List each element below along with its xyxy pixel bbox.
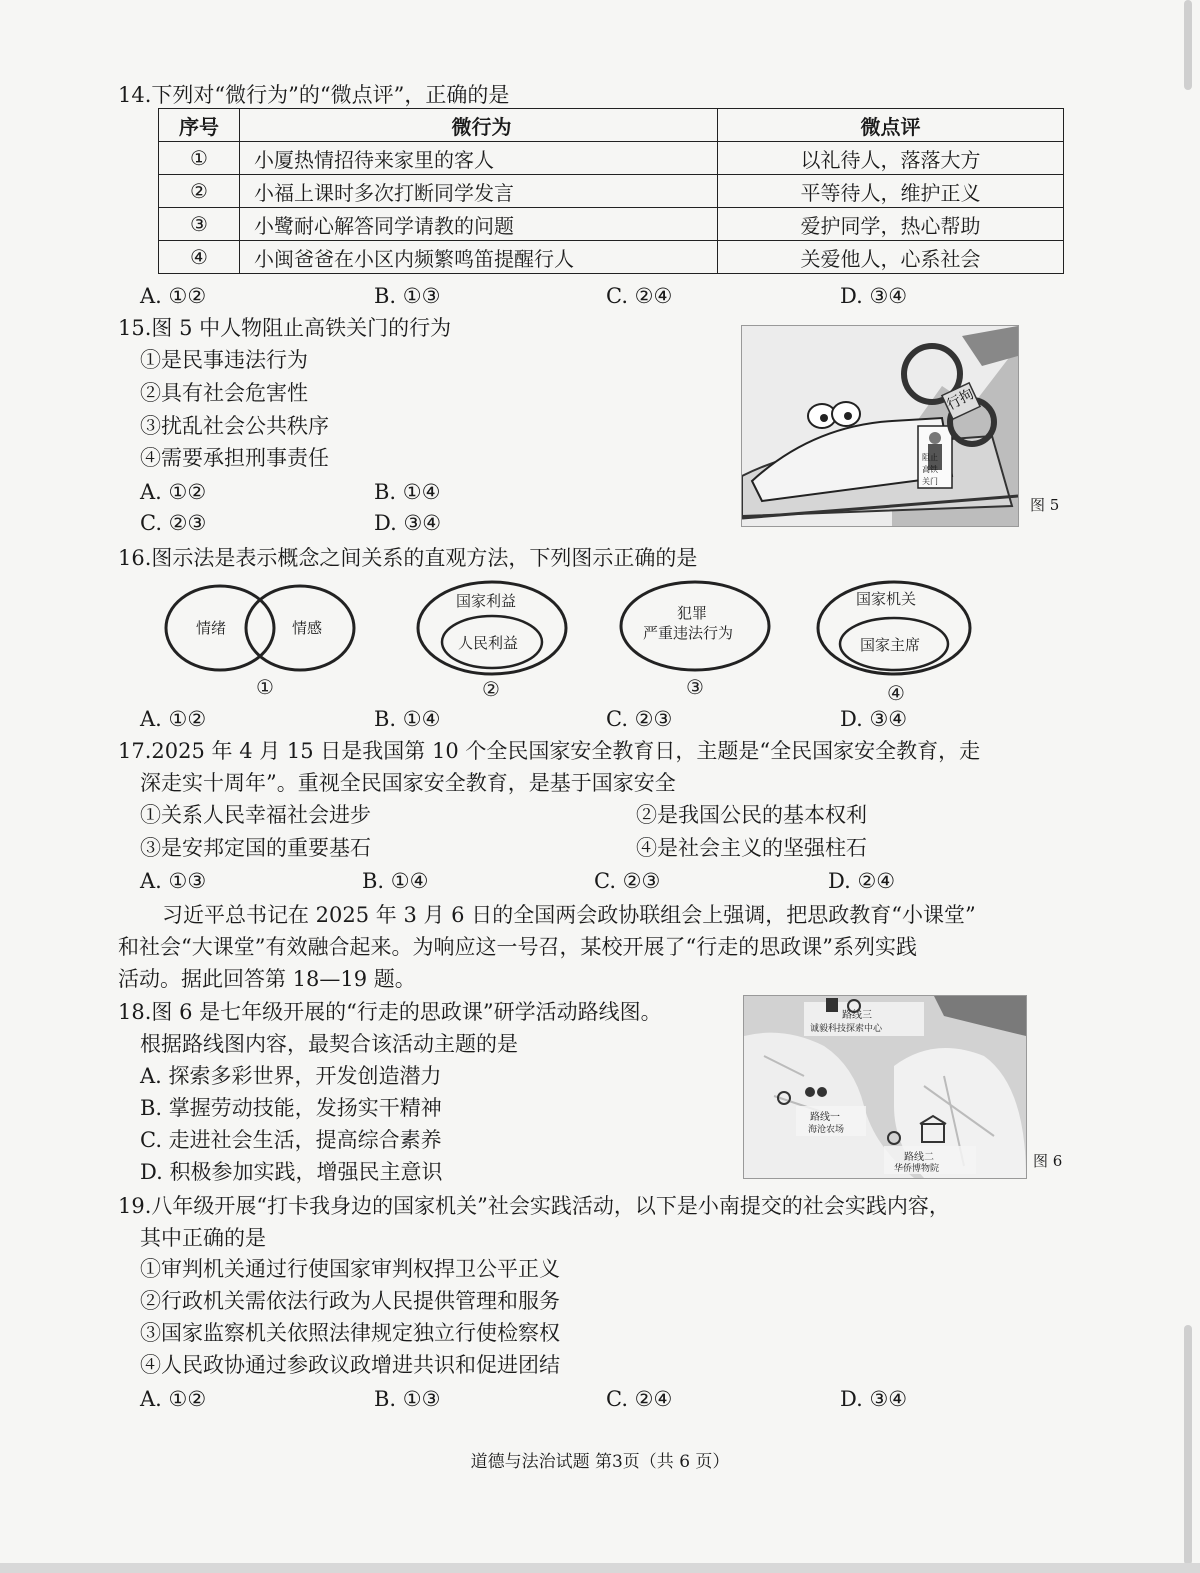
figure-6-route-map [743, 995, 1027, 1179]
diagram-1-number: ① [256, 675, 274, 699]
row-behavior: 小鹭耐心解答同学请教的问题 [240, 208, 718, 241]
diagram-3-number: ③ [686, 675, 704, 699]
q18-option-d: D. 积极参加实践，增强民主意识 [140, 1160, 443, 1184]
row-comment: 以礼待人，落落大方 [718, 142, 1064, 175]
header-behavior: 微行为 [240, 109, 718, 142]
table-row [159, 208, 1064, 241]
q17-stem-line2: 深走实十周年”。重视全民国家安全教育，是基于国家安全 [140, 771, 676, 795]
q19-option-b: B. ①③ [374, 1387, 441, 1411]
q19-option-a: A. ①② [140, 1387, 207, 1411]
route-map-illustration [744, 996, 1026, 1178]
scrollbar-thumb-bottom[interactable] [1184, 1325, 1192, 1565]
q19-option-d: D. ③④ [840, 1387, 908, 1411]
diagram-2-nested [418, 582, 566, 701]
map-label-science-center: 诚毅科技探索中心 [810, 1024, 883, 1034]
diagram-2-outer-label: 国家利益 [456, 592, 517, 610]
q19-stem-line1: 19.八年级开展“打卡我身边的国家机关”社会实践活动，以下是小南提交的社会实践内容， [118, 1194, 950, 1218]
table-row [159, 142, 1064, 175]
q14-table [158, 108, 1064, 274]
q19-option-c: C. ②④ [606, 1387, 673, 1411]
material-line-3: 活动。据此回答第 18—19 题。 [118, 967, 416, 991]
q16-diagrams [160, 578, 980, 706]
map-label-route3: 路线三 [842, 1010, 872, 1021]
q14-option-c: C. ②④ [606, 284, 673, 308]
header-index: 序号 [159, 109, 240, 142]
figure-5-label-doors: 关门 [922, 477, 938, 486]
q17-option-c: C. ②③ [594, 869, 661, 893]
q19-item-1: ①审判机关通过行使国家审判权捍卫公平正义 [140, 1257, 560, 1281]
row-index: ① [159, 142, 240, 175]
q16-option-b: B. ①④ [374, 707, 441, 731]
material-line-1: 习近平总书记在 2025 年 3 月 6 日的全国两会政协联组会上强调，把思政教育“小课堂” [162, 903, 976, 927]
scrollbar-thumb-top[interactable] [1184, 0, 1192, 90]
q17-option-a: A. ①③ [140, 869, 207, 893]
q15-option-d: D. ③④ [374, 511, 442, 535]
q15-item-1: ①是民事违法行为 [140, 348, 308, 372]
q15-option-b: B. ①④ [374, 480, 441, 504]
diagram-1-overlap [166, 586, 354, 699]
table-row [159, 175, 1064, 208]
farm-icon [805, 1087, 815, 1097]
q17-item-1: ①关系人民幸福社会进步 [140, 803, 371, 827]
q17-option-d: D. ②④ [828, 869, 896, 893]
row-behavior: 小福上课时多次打断同学发言 [240, 175, 718, 208]
figure-5-label-stop: 阻止 [922, 453, 938, 462]
diagram-4-outer-label: 国家机关 [856, 590, 917, 608]
q16-option-a: A. ①② [140, 707, 207, 731]
q16-option-c: C. ②③ [606, 707, 673, 731]
table-row [159, 241, 1064, 274]
q18-option-c: C. 走进社会生活，提高综合素养 [140, 1128, 442, 1152]
map-label-museum: 华侨博物院 [894, 1164, 940, 1174]
q14-stem: 14.下列对“微行为”的“微点评”，正确的是 [118, 83, 510, 107]
bottom-scrollbar[interactable] [0, 1563, 1200, 1573]
q14-option-a: A. ①② [140, 284, 207, 308]
map-label-route1: 路线一 [810, 1112, 840, 1123]
q19-item-3: ③国家监察机关依照法律规定独立行使检察权 [140, 1321, 560, 1345]
q17-option-b: B. ①④ [362, 869, 429, 893]
row-index: ③ [159, 208, 240, 241]
q18-stem-line2: 根据路线图内容，最契合该活动主题的是 [140, 1032, 518, 1056]
diagram-3-top-label: 犯罪 [677, 604, 708, 622]
diagram-1-left-label: 情绪 [196, 619, 227, 637]
row-index: ② [159, 175, 240, 208]
q15-item-3: ③扰乱社会公共秩序 [140, 414, 329, 438]
q19-stem-line2: 其中正确的是 [140, 1226, 266, 1250]
diagram-3-single [621, 582, 769, 699]
row-index: ④ [159, 241, 240, 274]
q14-option-b: B. ①③ [374, 284, 441, 308]
building-icon [826, 998, 838, 1012]
row-behavior: 小闽爸爸在小区内频繁鸣笛提醒行人 [240, 241, 718, 274]
diagram-4-nested [818, 582, 970, 705]
q15-stem: 15.图 5 中人物阻止高铁关门的行为 [118, 316, 452, 340]
material-line-2: 和社会“大课堂”有效融合起来。为响应这一号召，某校开展了“行走的思政课”系列实践 [118, 935, 917, 959]
q19-item-2: ②行政机关需依法行政为人民提供管理和服务 [140, 1289, 560, 1313]
page-footer: 道德与法治试题 第3页（共 6 页） [470, 1452, 730, 1472]
map-label-farm: 海沧农场 [808, 1125, 845, 1135]
q17-item-3: ③是安邦定国的重要基石 [140, 836, 371, 860]
diagram-3-bottom-label: 严重违法行为 [643, 624, 734, 642]
figure-6-label: 图 6 [1033, 1152, 1063, 1170]
q18-stem-line1: 18.图 6 是七年级开展的“行走的思政课”研学活动路线图。 [118, 1000, 662, 1024]
table-header-row [159, 109, 1064, 142]
header-comment: 微点评 [718, 109, 1064, 142]
map-label-route2: 路线二 [904, 1152, 934, 1163]
train-cartoon-illustration [742, 326, 1018, 526]
figure-5-label-train: 高铁 [922, 465, 938, 474]
q17-item-2: ②是我国公民的基本权利 [636, 803, 867, 827]
q15-option-a: A. ①② [140, 480, 207, 504]
row-comment: 爱护同学，热心帮助 [718, 208, 1064, 241]
q18-option-a: A. 探索多彩世界，开发创造潜力 [140, 1064, 442, 1088]
row-comment: 平等待人，维护正义 [718, 175, 1064, 208]
q16-option-d: D. ③④ [840, 707, 908, 731]
diagram-2-number: ② [482, 677, 500, 701]
q15-option-c: C. ②③ [140, 511, 207, 535]
q19-item-4: ④人民政协通过参政议政增进共识和促进团结 [140, 1353, 560, 1377]
q18-option-b: B. 掌握劳动技能，发扬实干精神 [140, 1096, 442, 1120]
q14-option-d: D. ③④ [840, 284, 908, 308]
q15-item-2: ②具有社会危害性 [140, 381, 308, 405]
q17-stem-line1: 17.2025 年 4 月 15 日是我国第 10 个全民国家安全教育日，主题是“全民国家安全教育，走 [118, 739, 981, 763]
diagram-1-right-label: 情感 [292, 619, 323, 637]
row-comment: 关爱他人，心系社会 [718, 241, 1064, 274]
figure-5-train-cartoon [741, 325, 1019, 527]
diagram-4-inner-label: 国家主席 [860, 636, 921, 654]
q15-item-4: ④需要承担刑事责任 [140, 446, 329, 470]
q16-stem: 16.图示法是表示概念之间关系的直观方法，下列图示正确的是 [118, 546, 698, 570]
figure-5-label-detention: 行拘 [944, 386, 977, 414]
figure-5-label: 图 5 [1030, 496, 1060, 514]
diagram-2-inner-label: 人民利益 [458, 634, 519, 652]
row-behavior: 小厦热情招待来家里的客人 [240, 142, 718, 175]
diagram-4-number: ④ [887, 681, 905, 705]
q17-item-4: ④是社会主义的坚强柱石 [636, 836, 867, 860]
